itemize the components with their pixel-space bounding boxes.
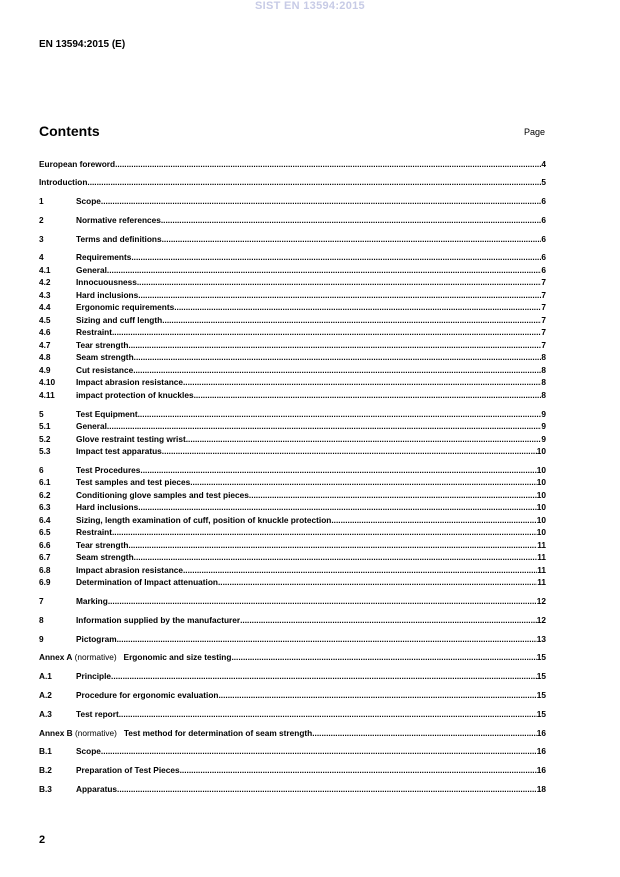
toc-entry[interactable] — [39, 576, 546, 588]
toc-entry-title: Test Equipment — [76, 409, 138, 419]
dot-leader — [138, 289, 541, 301]
toc-entry-page: 6 — [541, 196, 546, 206]
toc-entry-number: 2 — [39, 215, 44, 225]
toc-entry[interactable] — [39, 595, 546, 607]
toc-entry[interactable] — [39, 289, 546, 301]
toc-entry[interactable] — [39, 514, 546, 526]
toc-entry-number: A.2 — [39, 690, 52, 700]
dot-leader — [183, 564, 537, 576]
toc-entry-page: 13 — [536, 634, 546, 644]
dot-leader — [137, 276, 542, 288]
toc-entry-number: 7 — [39, 596, 44, 606]
dot-leader — [138, 408, 542, 420]
toc-entry[interactable] — [39, 326, 546, 338]
toc-entry[interactable] — [39, 195, 546, 207]
toc-entry-page: 12 — [536, 596, 546, 606]
toc-entry-number: 4.5 — [39, 315, 51, 325]
toc-entry-title: Hard inclusions — [76, 502, 139, 512]
dot-leader — [133, 364, 541, 376]
toc-entry-number: 6.5 — [39, 527, 51, 537]
page-column-label: Page — [523, 127, 545, 137]
toc-entry-number: 6.4 — [39, 515, 51, 525]
dot-leader — [111, 670, 537, 682]
toc-entry-page: 6 — [541, 234, 546, 244]
toc-entry-page: 10 — [536, 490, 546, 500]
toc-entry-number: 6.2 — [39, 490, 51, 500]
toc-entry-number: 6.6 — [39, 540, 51, 550]
toc-entry-title: European foreword — [39, 159, 116, 169]
toc-entry-title: Conditioning glove samples and test pieces — [76, 490, 249, 500]
toc-entry-number: B.2 — [39, 765, 52, 775]
toc-entry-title: Tear strength — [76, 540, 129, 550]
toc-entry-page: 6 — [541, 265, 546, 275]
toc-entry[interactable] — [39, 564, 546, 576]
toc-entry-title: Seam strength — [76, 352, 134, 362]
dot-leader — [186, 433, 542, 445]
toc-entry-number: 4.6 — [39, 327, 51, 337]
watermark: SIST EN 13594:2015 — [255, 0, 365, 12]
toc-entry-number: 6.8 — [39, 565, 51, 575]
toc-entry-title: Test samples and test pieces — [76, 477, 191, 487]
toc-entry-page: 6 — [541, 215, 546, 225]
dot-leader — [134, 351, 542, 363]
dot-leader — [87, 176, 541, 188]
toc-entry[interactable] — [39, 551, 546, 563]
toc-entry-title: Scope — [76, 196, 101, 206]
toc-entry[interactable] — [39, 176, 546, 188]
toc-entry-number: 4.10 — [39, 377, 56, 387]
toc-entry[interactable] — [39, 339, 546, 351]
toc-entry-title: Information supplied by the manufacturer — [76, 615, 241, 625]
dot-leader — [162, 314, 541, 326]
toc-entry[interactable] — [39, 251, 546, 263]
toc-entry-title: Impact abrasion resistance — [76, 377, 183, 387]
dot-leader — [112, 526, 537, 538]
toc-entry-title — [39, 651, 231, 663]
toc-entry-number: 4.3 — [39, 290, 51, 300]
toc-entry[interactable] — [39, 445, 546, 457]
toc-entry-page: 4 — [541, 159, 546, 169]
toc-entry[interactable] — [39, 314, 546, 326]
toc-entry-page: 11 — [537, 540, 546, 550]
toc-entry[interactable] — [39, 433, 546, 445]
toc-entry-title: Glove restraint testing wrist — [76, 434, 186, 444]
toc-entry[interactable] — [39, 376, 546, 388]
toc-entry-title: Normative references — [76, 215, 161, 225]
toc-entry-number: 6 — [39, 465, 44, 475]
toc-entry-number: A.1 — [39, 671, 52, 681]
toc-entry[interactable] — [39, 489, 546, 501]
toc-entry-title: Restraint — [76, 527, 112, 537]
dot-leader — [194, 389, 542, 401]
dot-leader — [231, 651, 536, 663]
toc-entry-title: Impact test apparatus — [76, 446, 162, 456]
toc-entry-number: 4.1 — [39, 265, 51, 275]
toc-entry[interactable] — [39, 476, 546, 488]
toc-entry-page: 11 — [537, 565, 546, 575]
dot-leader — [128, 539, 537, 551]
dot-leader — [312, 727, 537, 739]
toc-entry[interactable] — [39, 158, 546, 170]
toc-entry-number: 9 — [39, 634, 44, 644]
toc-entry-page: 5 — [541, 177, 546, 187]
dot-leader — [112, 326, 541, 338]
dot-leader — [108, 595, 537, 607]
dot-leader — [249, 489, 537, 501]
toc-entry-number: 6.9 — [39, 577, 51, 587]
toc-entry-title: Preparation of Test Pieces — [76, 765, 180, 775]
toc-entry[interactable] — [39, 651, 546, 663]
toc-entry[interactable] — [39, 389, 546, 401]
toc-entry-page: 18 — [536, 784, 546, 794]
toc-entry[interactable] — [39, 764, 546, 776]
toc-entry-number: B.1 — [39, 746, 52, 756]
toc-entry-page: 16 — [536, 746, 546, 756]
dot-leader — [140, 464, 536, 476]
toc-entry-page: 16 — [536, 728, 546, 738]
annex-qualifier: (normative) — [72, 728, 124, 738]
dot-leader — [161, 214, 542, 226]
toc-entry[interactable] — [39, 539, 546, 551]
toc-entry-title: Introduction — [39, 177, 88, 187]
dot-leader — [119, 708, 537, 720]
toc-entry-page: 10 — [536, 465, 546, 475]
toc-entry[interactable] — [39, 670, 546, 682]
toc-entry-title: Restraint — [76, 327, 112, 337]
toc-entry-page: 8 — [541, 377, 546, 387]
toc-entry-number: A.3 — [39, 709, 52, 719]
toc-entry-number: 4.4 — [39, 302, 51, 312]
toc-entry-page: 15 — [536, 709, 546, 719]
toc-entry[interactable] — [39, 364, 546, 376]
toc-entry-page: 7 — [541, 290, 546, 300]
dot-leader — [240, 614, 537, 626]
toc-entry-page: 10 — [536, 477, 546, 487]
toc-entry-title: Test report — [76, 709, 119, 719]
page-number: 2 — [39, 834, 46, 846]
dot-leader — [138, 501, 537, 513]
toc-entry-number: B.3 — [39, 784, 52, 794]
toc-entry-page: 9 — [541, 434, 546, 444]
toc-entry-title: Cut resistance — [76, 365, 134, 375]
toc-entry-title: Requirements — [76, 252, 132, 262]
toc-entry[interactable] — [39, 745, 546, 757]
dot-leader — [218, 576, 537, 588]
dot-leader — [117, 633, 537, 645]
toc-entry-number: 5 — [39, 409, 44, 419]
toc-entry[interactable] — [39, 464, 546, 476]
toc-entry-number: 3 — [39, 234, 44, 244]
toc-entry[interactable] — [39, 708, 546, 720]
toc-entry-number: 5.2 — [39, 434, 51, 444]
toc-entry-page: 10 — [536, 515, 546, 525]
toc-entry-number: 5.1 — [39, 421, 51, 431]
toc-entry-page: 12 — [536, 615, 546, 625]
toc-entry-number: 8 — [39, 615, 44, 625]
toc-entry-title: General — [76, 421, 107, 431]
toc-entry-title: Procedure for ergonomic evaluation — [76, 690, 219, 700]
toc-entry-title: Pictogram — [76, 634, 117, 644]
toc-entry[interactable] — [39, 276, 546, 288]
toc-entry-title: Apparatus — [76, 784, 118, 794]
toc-entry-title: Sizing, length examination of cuff, position of knuckle protection — [76, 515, 332, 525]
toc-entry-page: 16 — [536, 765, 546, 775]
toc-entry-title: Innocuousness — [76, 277, 137, 287]
toc-entry-page: 15 — [536, 652, 546, 662]
toc-entry-number: 4.7 — [39, 340, 51, 350]
annex-qualifier: (normative) — [72, 652, 124, 662]
dot-leader — [107, 420, 541, 432]
dot-leader — [183, 376, 541, 388]
dot-leader — [190, 476, 537, 488]
toc-entry-page: 10 — [536, 502, 546, 512]
toc-entry-title: Seam strength — [76, 552, 134, 562]
toc-entry[interactable] — [39, 501, 546, 513]
toc-entry-title: Scope — [76, 746, 101, 756]
dot-leader — [128, 339, 541, 351]
toc-entry[interactable] — [39, 783, 546, 795]
toc-entry-title: Test Procedures — [76, 465, 141, 475]
dot-leader — [115, 158, 541, 170]
toc-entry[interactable] — [39, 264, 546, 276]
toc-entry[interactable] — [39, 633, 546, 645]
toc-entry-page: 7 — [541, 327, 546, 337]
toc-entry[interactable] — [39, 614, 546, 626]
toc-entry-number: 4.2 — [39, 277, 51, 287]
toc-entry-page: 11 — [537, 577, 546, 587]
toc-entry-title: Tear strength — [76, 340, 129, 350]
toc-entry-page: 8 — [541, 352, 546, 362]
toc-entry[interactable] — [39, 526, 546, 538]
dot-leader — [218, 689, 536, 701]
dot-leader — [162, 233, 542, 245]
annex-title: Test method for determination of seam strength — [123, 728, 313, 738]
toc-entry-number: 6.1 — [39, 477, 51, 487]
dot-leader — [131, 251, 541, 263]
dot-leader — [107, 264, 541, 276]
toc-entry[interactable] — [39, 727, 546, 739]
dot-leader — [162, 445, 537, 457]
toc-entry-number: 5.3 — [39, 446, 51, 456]
annex-label: Annex A — [39, 652, 73, 662]
toc-entry-title: Determination of Impact attenuation — [76, 577, 218, 587]
toc-entry-page: 6 — [541, 252, 546, 262]
annex-label: Annex B — [39, 728, 73, 738]
document-id: EN 13594:2015 (E) — [39, 39, 126, 50]
toc-entry-title: impact protection of knuckles — [76, 390, 194, 400]
toc-entry-title: Principle — [76, 671, 112, 681]
toc-entry-title: Marking — [76, 596, 108, 606]
toc-entry-page: 7 — [541, 277, 546, 287]
toc-entry-page: 10 — [536, 446, 546, 456]
toc-entry-page: 11 — [537, 552, 546, 562]
toc-entry[interactable] — [39, 689, 546, 701]
toc-entry-title: Hard inclusions — [76, 290, 139, 300]
toc-entry-number: 1 — [39, 196, 44, 206]
toc-entry-title: Sizing and cuff length — [76, 315, 163, 325]
toc-entry-title: General — [76, 265, 107, 275]
dot-leader — [101, 195, 541, 207]
toc-entry-page: 7 — [541, 340, 546, 350]
contents-title: Contents — [39, 123, 100, 139]
toc-entry[interactable] — [39, 351, 546, 363]
toc-entry-title: Ergonomic requirements — [76, 302, 175, 312]
toc-entry-page: 9 — [541, 409, 546, 419]
toc-entry-page: 15 — [536, 690, 546, 700]
toc-entry[interactable] — [39, 301, 546, 313]
dot-leader — [117, 783, 537, 795]
toc-entry-page: 7 — [541, 302, 546, 312]
toc-entry[interactable] — [39, 233, 546, 245]
dot-leader — [101, 745, 537, 757]
dot-leader — [174, 301, 541, 313]
toc-entry-page: 7 — [541, 315, 546, 325]
toc-entry-number: 4 — [39, 252, 44, 262]
toc-entry[interactable] — [39, 408, 546, 420]
toc-entry-number: 6.7 — [39, 552, 51, 562]
toc-entry-number: 4.8 — [39, 352, 51, 362]
toc-entry-page: 8 — [541, 390, 546, 400]
toc-entry-page: 9 — [541, 421, 546, 431]
toc-entry-number: 4.9 — [39, 365, 51, 375]
dot-leader — [180, 764, 537, 776]
toc-entry-page: 10 — [536, 527, 546, 537]
toc-entry-title — [39, 727, 312, 739]
toc-entry[interactable] — [39, 420, 546, 432]
toc-entry-number: 4.11 — [39, 390, 55, 400]
dot-leader — [134, 551, 538, 563]
toc-entry-number: 6.3 — [39, 502, 51, 512]
annex-title: Ergonomic and size testing — [123, 652, 232, 662]
toc-entry-title: Terms and definitions — [76, 234, 162, 244]
toc-entry-page: 15 — [536, 671, 546, 681]
toc-entry[interactable] — [39, 214, 546, 226]
toc-entry-page: 8 — [541, 365, 546, 375]
toc-entry-title: Impact abrasion resistance — [76, 565, 183, 575]
dot-leader — [331, 514, 536, 526]
